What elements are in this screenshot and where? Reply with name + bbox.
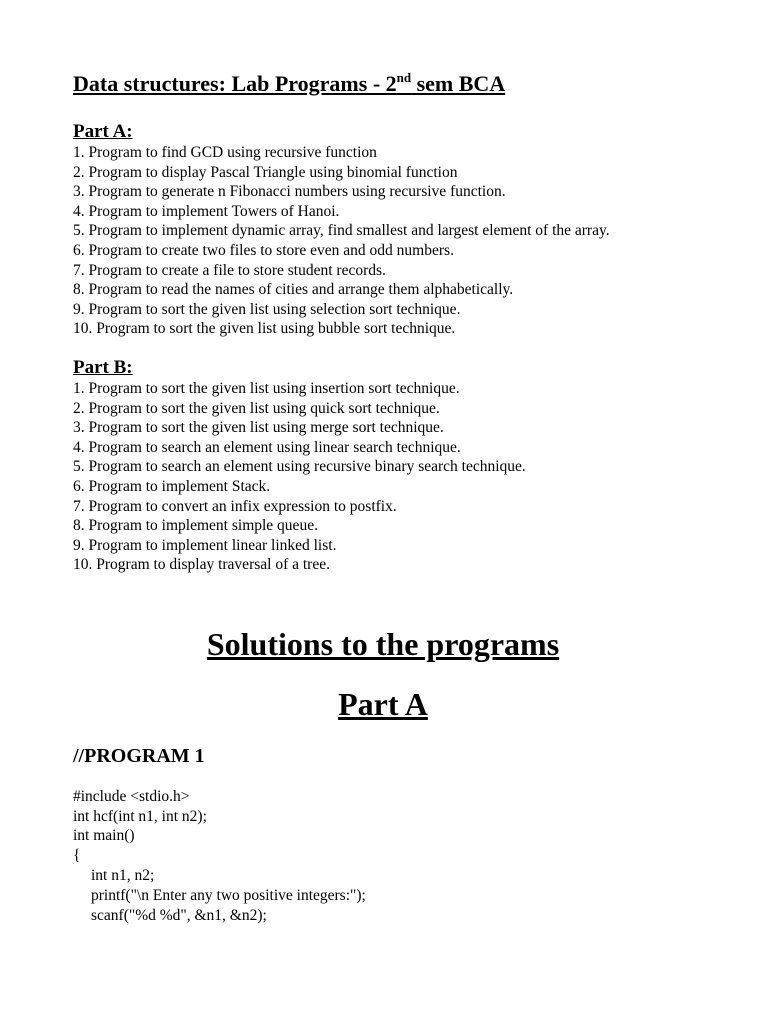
document-title xyxy=(73,70,693,98)
code-line: int n1, n2; xyxy=(91,867,155,885)
program-list-item: 8. Program to implement simple queue. xyxy=(73,517,318,535)
program-list-item: 4. Program to implement Towers of Hanoi. xyxy=(73,202,340,220)
program-list-item: 3. Program to sort the given list using merge sort technique. xyxy=(73,419,444,437)
program-list-item: 10. Program to sort the given list using bubble sort technique. xyxy=(73,320,456,338)
program-list-item: 9. Program to sort the given list using selection sort technique. xyxy=(73,300,461,318)
solutions-part-a-heading: Part A xyxy=(338,685,428,722)
document-title-main: Data structures: Lab Programs - 2 xyxy=(73,71,397,96)
part-b-program-list xyxy=(73,379,693,575)
document-page xyxy=(73,70,693,925)
program-list-item: 10. Program to display traversal of a tree. xyxy=(73,556,330,574)
code-line: int main() xyxy=(73,827,135,845)
program-list-item: 1. Program to sort the given list using insertion sort technique. xyxy=(73,379,460,397)
program-list-item: 8. Program to read the names of cities and arrange them alphabetically. xyxy=(73,281,514,299)
program-list-item: 7. Program to create a file to store student records. xyxy=(73,261,386,279)
program-1-code-block xyxy=(73,787,693,926)
program-list-item: 6. Program to implement Stack. xyxy=(73,477,271,495)
part-b-heading: Part B: xyxy=(73,356,133,378)
document-title-rest: sem BCA xyxy=(411,71,506,96)
program-list-item: 9. Program to implement linear linked list. xyxy=(73,536,337,554)
program-list-item: 2. Program to display Pascal Triangle using binomial function xyxy=(73,163,458,181)
program-list-item: 5. Program to search an element using recursive binary search technique. xyxy=(73,458,526,476)
program-list-item: 6. Program to create two files to store even and odd numbers. xyxy=(73,241,454,259)
code-line: { xyxy=(73,847,81,865)
code-line: #include <stdio.h> xyxy=(73,787,190,805)
document-title-superscript: nd xyxy=(396,70,412,85)
code-line: scanf("%d %d", &n1, &n2); xyxy=(91,906,267,924)
program-list-item: 4. Program to search an element using linear search technique. xyxy=(73,438,461,456)
code-line: printf("\n Enter any two positive integers:"); xyxy=(91,886,366,904)
program-1-label: //PROGRAM 1 xyxy=(73,744,205,767)
solutions-heading: Solutions to the programs xyxy=(206,625,560,662)
program-list-item: 5. Program to implement dynamic array, find smallest and largest element of the array. xyxy=(73,222,610,240)
program-list-item: 2. Program to sort the given list using quick sort technique. xyxy=(73,399,440,417)
part-a-heading: Part A: xyxy=(73,121,133,142)
part-a-program-list xyxy=(73,143,693,339)
code-line: int hcf(int n1, int n2); xyxy=(73,807,207,825)
program-list-item: 1. Program to find GCD using recursive function xyxy=(73,144,377,161)
program-list-item: 3. Program to generate n Fibonacci numbers using recursive function. xyxy=(73,183,506,201)
program-list-item: 7. Program to convert an infix expression to postfix. xyxy=(73,497,397,515)
